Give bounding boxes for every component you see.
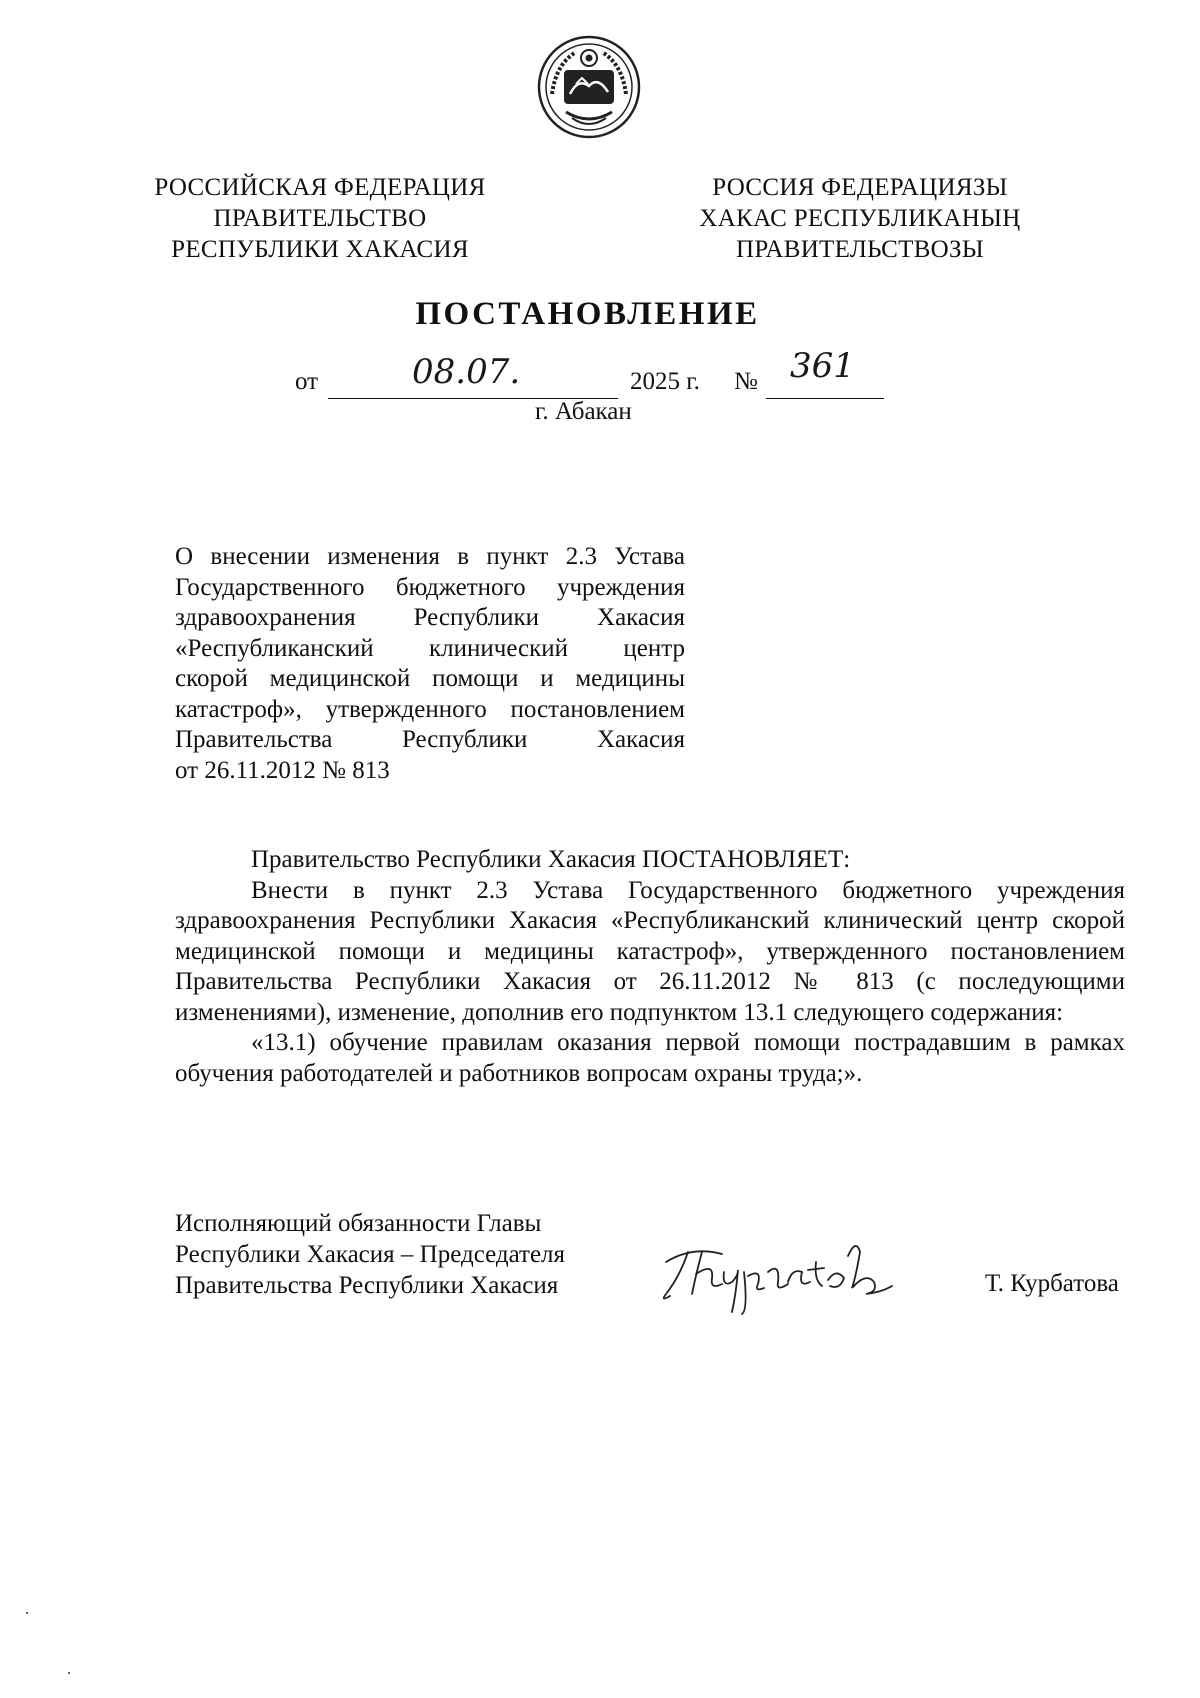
subject-line: здравоохранения Республики Хакасия [175,604,685,631]
header-left-line: РЕСПУБЛИКИ ХАКАСИЯ [171,236,469,263]
body-paragraph: Внести в пункт 2.3 Устава Государственного бюджетного учреждения здравоохранения Республики Хакасия «Республиканский клинический центр скорой медицинской помощи и медицины катастроф», утвержденного постановлением Правительства Республики Хакасия от 26.11.2012 № 813 (с последующими изменениями), изменение, дополнив его подпунктом 13.1 следующего содержания: [175,876,1125,1026]
subject-line: Правительства Республики Хакасия [175,726,685,753]
city: г. Абакан [535,398,632,425]
header-right-line: ПРАВИТЕЛЬСТВОЗЫ [736,236,984,263]
document-title: ПОСТАНОВЛЕНИЕ [415,296,760,332]
subject-line: «Республиканский клинический центр [175,634,685,662]
body-paragraph: «13.1) обучение правилам оказания первой помощи пострадавшим в рамках обучения работодателей и работников вопросам охраны труда;». [175,1029,1125,1087]
header-right-line: РОССИЯ ФЕДЕРАЦИЯЗЫ [712,174,1008,201]
header-right-line: ХАКАС РЕСПУБЛИКАНЫҢ [699,205,1021,232]
header-left-line: РОССИЙСКАЯ ФЕДЕРАЦИЯ [154,174,486,201]
signatory-position-line: Правительства Республики Хакасия [175,1272,559,1299]
signatory-position-line: Исполняющий обязанности Главы [175,1210,542,1237]
signatory-position [175,1208,565,1301]
number-underline [766,398,884,399]
subject-block [175,542,685,786]
date-line [0,346,1200,402]
signatory-position-line: Республики Хакасия – Председателя [175,1241,566,1268]
body-paragraph: Правительство Республики Хакасия ПОСТАНОВЛЯЕТ: [251,846,851,873]
scan-speck [26,1612,28,1614]
number-label: № [734,368,758,395]
header-right [690,172,1030,265]
header-left-line: ПРАВИТЕЛЬСТВО [213,205,427,232]
from-label: от [295,368,319,395]
signatory-name: Т. Курбатова [985,1270,1119,1297]
subject-line: О внесении изменения в пункт 2.3 Устава [175,543,685,570]
header-left [150,172,490,265]
subject-line: Государственного бюджетного учреждения [175,573,685,601]
subject-line: от 26.11.2012 № 813 [175,756,390,784]
document-body [175,845,1125,1089]
scan-speck [68,1672,70,1674]
subject-line: катастроф», утвержденного постановлением [175,695,685,723]
handwritten-signature [652,1232,902,1318]
handwritten-number: 361 [790,346,855,386]
year-label: 2025 г. [630,368,700,395]
handwritten-date: 08.07. [412,352,521,392]
coat-of-arms-icon [536,34,642,140]
subject-line: скорой медицинской помощи и медицины [175,665,685,692]
